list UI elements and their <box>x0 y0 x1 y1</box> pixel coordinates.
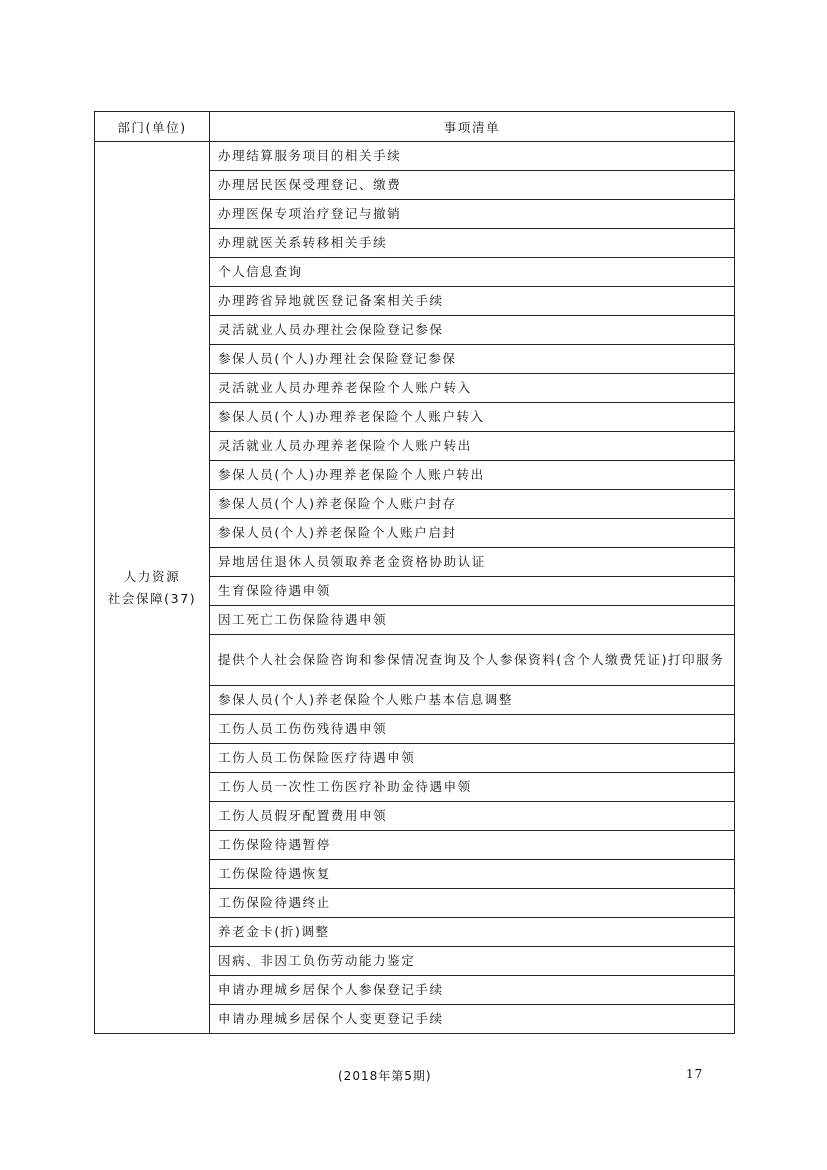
matter-item-cell: 办理医保专项治疗登记与撤销 <box>210 200 735 229</box>
matter-item-cell: 因工死亡工伤保险待遇申领 <box>210 606 735 635</box>
page-number: 17 <box>686 1067 704 1081</box>
matter-item-cell: 养老金卡(折)调整 <box>210 918 735 947</box>
matter-item-cell: 灵活就业人员办理养老保险个人账户转出 <box>210 432 735 461</box>
matter-item-cell: 个人信息查询 <box>210 258 735 287</box>
matter-item-cell: 提供个人社会保险咨询和参保情况查询及个人参保资料(含个人缴费凭证)打印服务 <box>210 635 735 686</box>
matter-item-cell: 工伤人员假牙配置费用申领 <box>210 802 735 831</box>
matter-item-cell: 异地居住退休人员领取养老金资格协助认证 <box>210 548 735 577</box>
matter-item-cell: 工伤保险待遇终止 <box>210 889 735 918</box>
matter-item-cell: 申请办理城乡居保个人参保登记手续 <box>210 976 735 1005</box>
matter-item-cell: 办理居民医保受理登记、缴费 <box>210 171 735 200</box>
matter-item-cell: 因病、非因工负伤劳动能力鉴定 <box>210 947 735 976</box>
matter-item-cell: 参保人员(个人)养老保险个人账户封存 <box>210 490 735 519</box>
issue-label: (2018年第5期) <box>338 1069 432 1083</box>
page-footer <box>0 1067 827 1085</box>
matter-item-cell: 办理就医关系转移相关手续 <box>210 229 735 258</box>
matter-item-cell: 生育保险待遇申领 <box>210 577 735 606</box>
matter-item-cell: 参保人员(个人)办理养老保险个人账户转入 <box>210 403 735 432</box>
matter-item-cell: 灵活就业人员办理养老保险个人账户转入 <box>210 374 735 403</box>
matter-item-cell: 参保人员(个人)养老保险个人账户基本信息调整 <box>210 686 735 715</box>
matters-list-table <box>94 111 735 1034</box>
matter-item-cell: 参保人员(个人)办理社会保险登记参保 <box>210 345 735 374</box>
matter-item-cell: 办理跨省异地就医登记备案相关手续 <box>210 287 735 316</box>
matter-item-cell: 办理结算服务项目的相关手续 <box>210 142 735 171</box>
matter-item-cell: 参保人员(个人)养老保险个人账户启封 <box>210 519 735 548</box>
department-cell <box>95 142 210 1034</box>
table-header-row <box>95 112 735 142</box>
items-column-header: 事项清单 <box>210 112 735 142</box>
matter-item-cell: 工伤人员工伤保险医疗待遇申领 <box>210 744 735 773</box>
matter-item-cell: 工伤人员工伤伤残待遇申领 <box>210 715 735 744</box>
table-body <box>95 142 735 1034</box>
matter-item-cell: 灵活就业人员办理社会保险登记参保 <box>210 316 735 345</box>
department-name-line: 社会保障(37) <box>107 590 197 606</box>
matter-item-cell: 申请办理城乡居保个人变更登记手续 <box>210 1005 735 1034</box>
matter-item-cell: 工伤保险待遇暂停 <box>210 831 735 860</box>
department-name-line: 人力资源 <box>123 568 181 584</box>
table-row <box>95 142 735 171</box>
matter-item-cell: 工伤人员一次性工伤医疗补助金待遇申领 <box>210 773 735 802</box>
matter-item-cell: 工伤保险待遇恢复 <box>210 860 735 889</box>
department-column-header: 部门(单位) <box>95 112 210 142</box>
matter-item-cell: 参保人员(个人)办理养老保险个人账户转出 <box>210 461 735 490</box>
